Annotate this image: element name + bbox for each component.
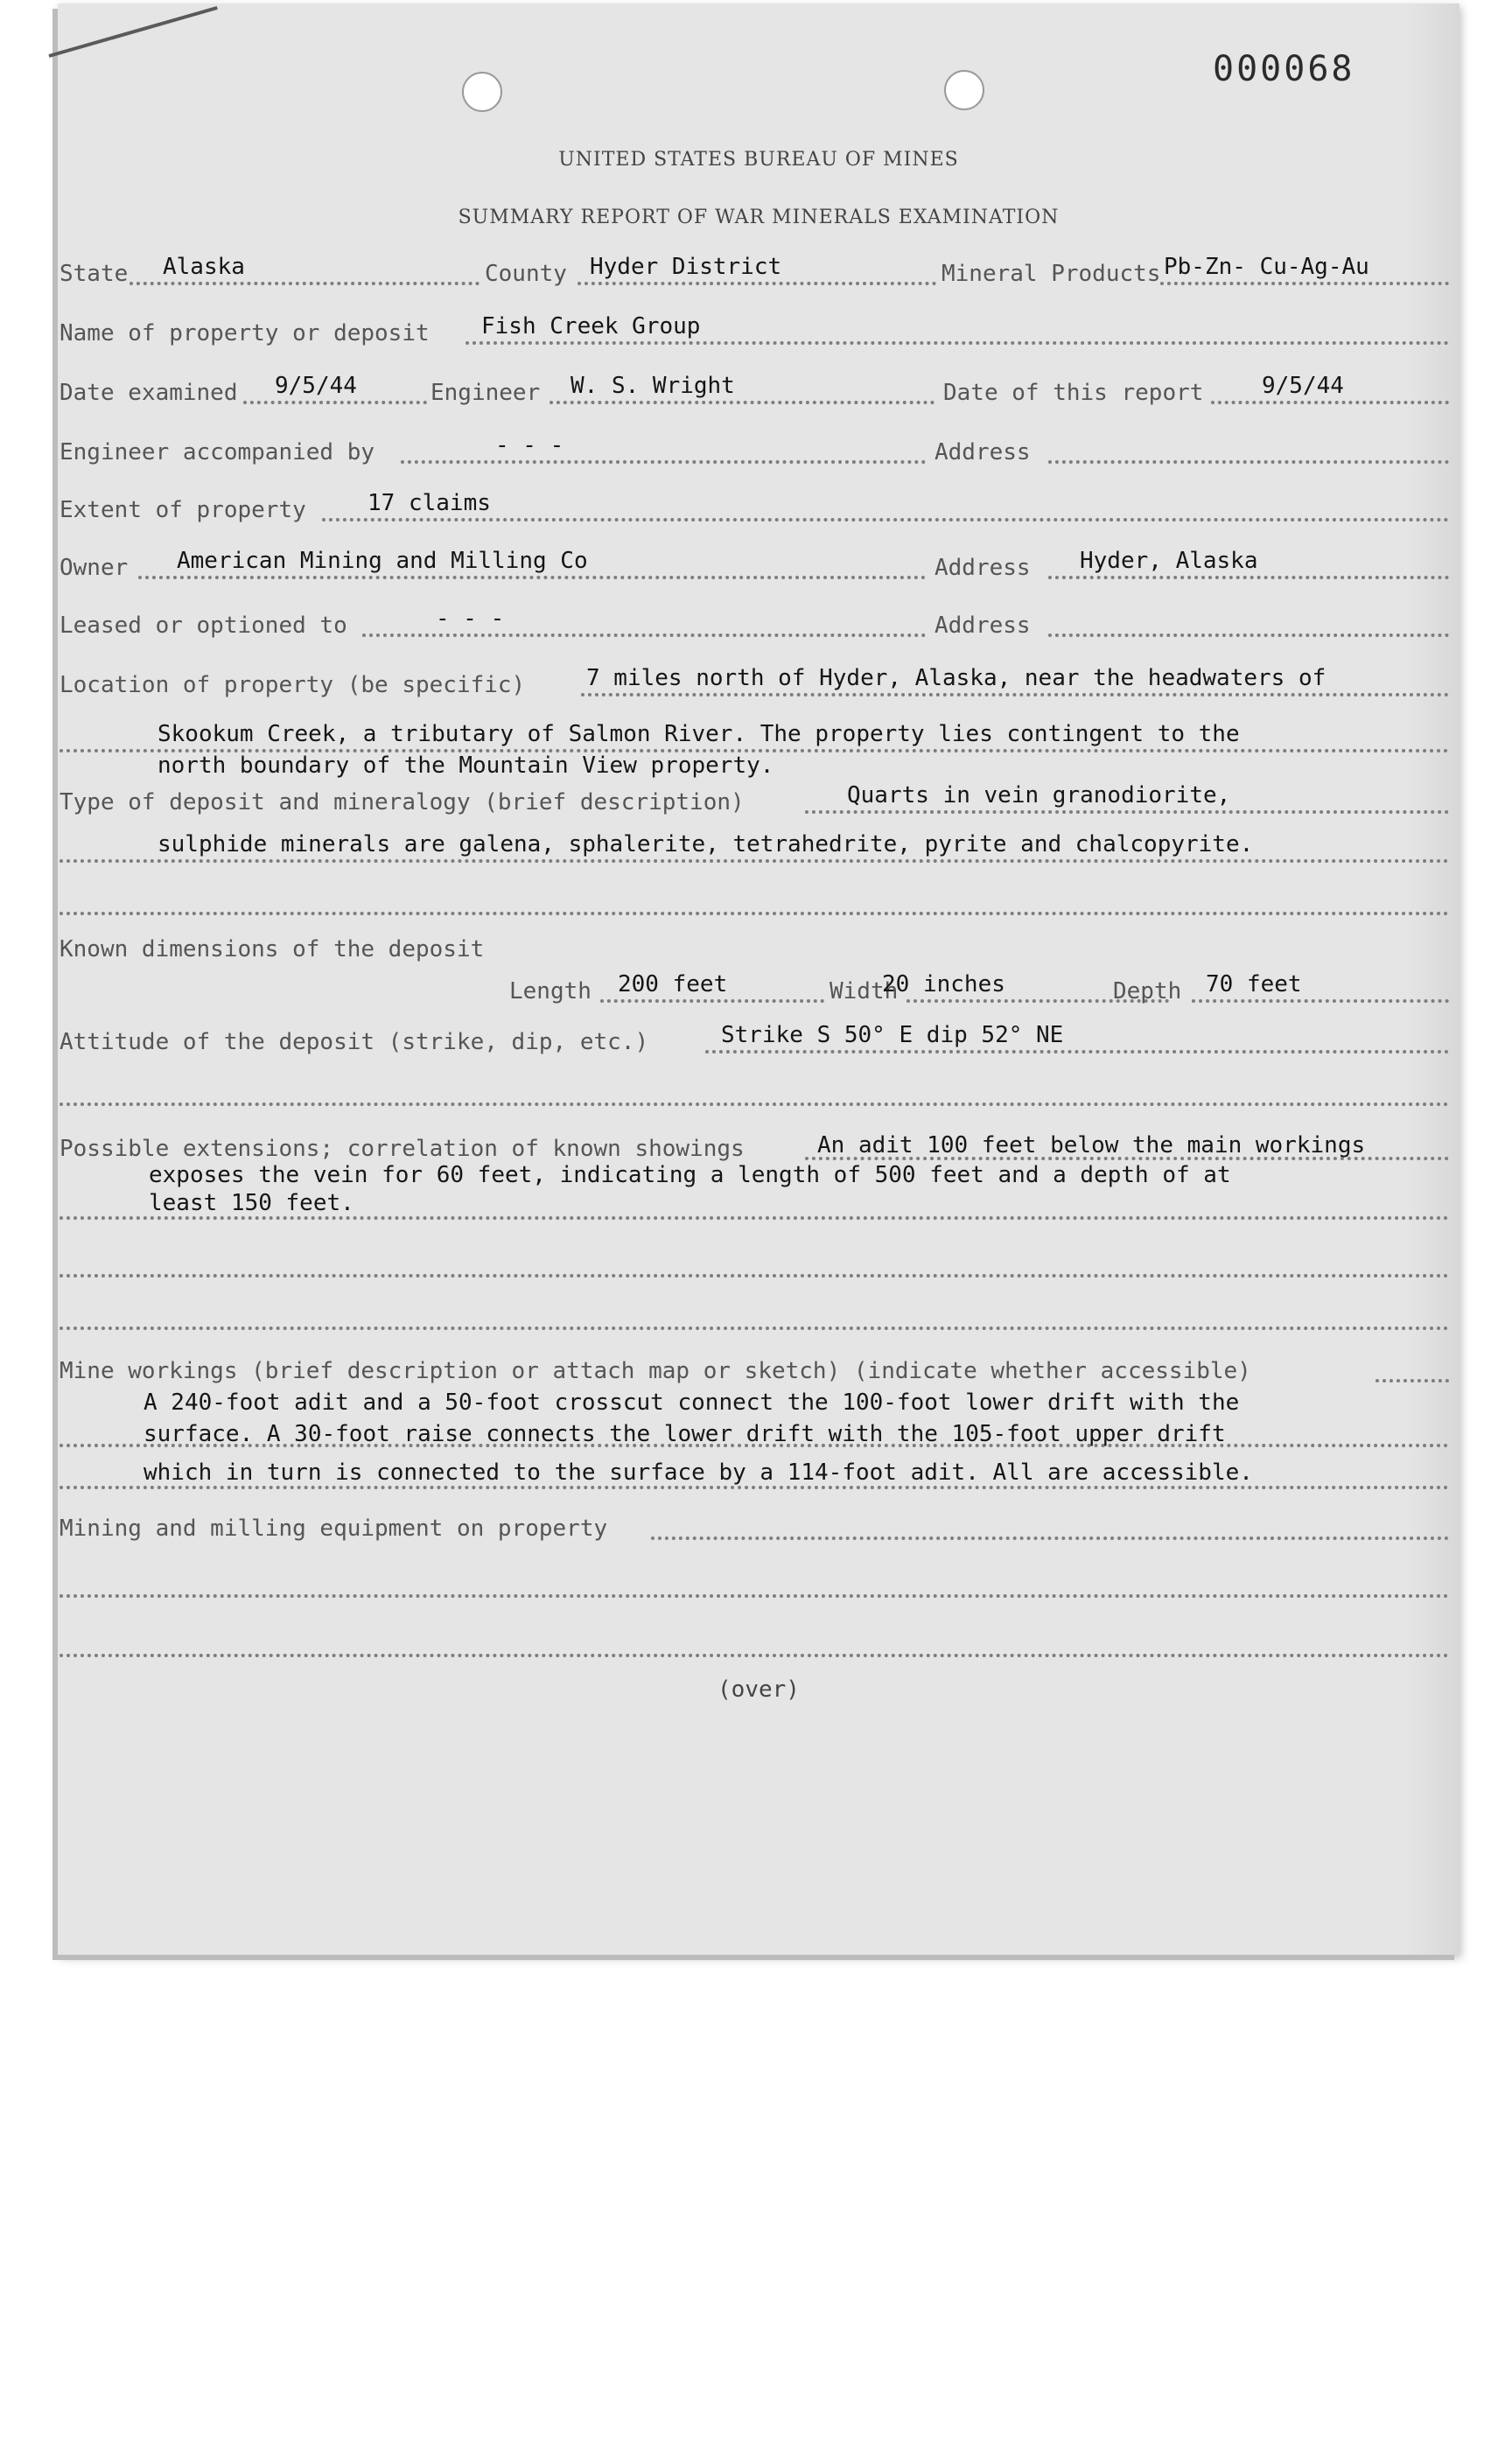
engineer-label: Engineer <box>430 380 541 406</box>
mineral-products-value: Pb-Zn- Cu-Ag-Au <box>1164 254 1369 280</box>
property-name-value: Fish Creek Group <box>481 313 701 340</box>
extent-value: 17 claims <box>368 490 491 516</box>
row-dates <box>60 373 1449 411</box>
pencil-mark <box>48 6 217 58</box>
county-value: Hyder District <box>590 254 782 280</box>
row-equipment <box>60 1512 1449 1547</box>
row-equipment-3 <box>60 1629 1449 1664</box>
width-value: 20 inches <box>882 971 1005 998</box>
state-value: Alaska <box>163 254 245 280</box>
location-label: Location of property (be specific) <box>60 672 526 698</box>
punch-hole <box>462 72 502 112</box>
location-value-1: 7 miles north of Hyder, Alaska, near the headwaters of <box>586 665 1326 691</box>
extensions-value-3: least 150 feet. <box>149 1190 354 1216</box>
attitude-value: Strike S 50° E dip 52° NE <box>721 1022 1064 1048</box>
owner-value: American Mining and Milling Co <box>177 548 588 574</box>
row-extensions-5 <box>60 1302 1449 1337</box>
leased-value: - - - <box>436 606 505 632</box>
length-value: 200 feet <box>618 971 728 998</box>
deposit-type-value-2: sulphide minerals are galena, sphalerite, tetrahedrite, pyrite and chalcopyrite. <box>158 831 1254 858</box>
address-label: Address <box>934 439 1031 466</box>
punch-hole <box>944 70 984 110</box>
location-value-2: Skookum Creek, a tributary of Salmon River. The property lies contingent to the <box>158 721 1240 747</box>
width-label: Width <box>830 978 899 1004</box>
row-attitude-2 <box>60 1078 1449 1113</box>
depth-value: 70 feet <box>1206 971 1302 998</box>
extensions-label: Possible extensions; correlation of known showings <box>60 1136 745 1162</box>
row-dimensions-values <box>60 971 1449 1010</box>
leased-label: Leased or optioned to <box>60 612 347 639</box>
workings-value-2: surface. A 30-foot raise connects the lower drift with the 105-foot upper drift <box>144 1421 1226 1447</box>
row-owner <box>60 548 1449 586</box>
report-title: SUMMARY REPORT OF WAR MINERALS EXAMINATION <box>458 206 1060 228</box>
row-location-3 <box>60 749 1449 784</box>
county-label: County <box>485 261 567 287</box>
row-extensions-2 <box>60 1158 1449 1194</box>
extent-label: Extent of property <box>60 497 306 523</box>
row-deposit-type <box>60 782 1449 821</box>
row-extensions-3 <box>60 1192 1449 1227</box>
owner-label: Owner <box>60 555 129 581</box>
row-deposit-type-3 <box>60 887 1449 922</box>
property-name-label: Name of property or deposit <box>60 320 430 346</box>
row-workings-4 <box>60 1461 1449 1496</box>
mineral-products-label: Mineral Products <box>942 261 1161 287</box>
row-workings-2 <box>60 1386 1449 1421</box>
accompanied-value: - - - <box>495 432 564 458</box>
row-leased <box>60 606 1449 644</box>
owner-address-value: Hyder, Alaska <box>1080 548 1258 574</box>
leased-address-label: Address <box>934 612 1031 639</box>
deposit-type-label: Type of deposit and mineralogy (brief description) <box>60 789 745 816</box>
accompanied-label: Engineer accompanied by <box>60 439 375 466</box>
over-note: (over) <box>718 1676 800 1703</box>
row-extensions-4 <box>60 1250 1449 1284</box>
row-workings-3 <box>60 1419 1449 1454</box>
row-accompanied <box>60 432 1449 471</box>
workings-value-3: which in turn is connected to the surface by a 114-foot adit. All are accessible. <box>144 1460 1253 1486</box>
engineer-value: W. S. Wright <box>570 373 735 399</box>
owner-address-label: Address <box>934 555 1031 581</box>
length-label: Length <box>509 978 592 1004</box>
depth-label: Depth <box>1113 978 1182 1004</box>
row-extent <box>60 490 1449 528</box>
date-of-report-label: Date of this report <box>943 380 1204 406</box>
document-number: 000068 <box>1213 49 1355 89</box>
agency-title: UNITED STATES BUREAU OF MINES <box>558 149 959 171</box>
state-label: State <box>60 261 129 287</box>
deposit-type-value-1: Quarts in vein granodiorite, <box>847 782 1231 808</box>
form-page <box>58 4 1460 1955</box>
row-workings <box>60 1354 1449 1390</box>
row-state <box>60 254 1449 292</box>
date-examined-label: Date examined <box>60 380 238 406</box>
extensions-value-2: exposes the vein for 60 feet, indicating a length of 500 feet and a depth of at <box>149 1162 1231 1188</box>
row-equipment-2 <box>60 1570 1449 1605</box>
date-examined-value: 9/5/44 <box>275 373 357 399</box>
equipment-label: Mining and milling equipment on property <box>60 1516 608 1542</box>
row-deposit-type-2 <box>60 831 1449 870</box>
location-value-3: north boundary of the Mountain View property. <box>158 752 774 779</box>
row-attitude <box>60 1022 1449 1060</box>
dimensions-label: Known dimensions of the deposit <box>60 936 485 962</box>
attitude-label: Attitude of the deposit (strike, dip, etc.) <box>60 1029 649 1055</box>
row-property-name <box>60 313 1449 352</box>
row-dimensions <box>60 933 1449 968</box>
row-location <box>60 665 1449 704</box>
date-of-report-value: 9/5/44 <box>1262 373 1344 399</box>
extensions-value-1: An adit 100 feet below the main workings <box>817 1132 1366 1158</box>
workings-value-1: A 240-foot adit and a 50-foot crosscut connect the 100-foot lower drift with the <box>144 1390 1240 1416</box>
workings-label: Mine workings (brief description or attach map or sketch) (indicate whether accessible) <box>60 1358 1251 1384</box>
